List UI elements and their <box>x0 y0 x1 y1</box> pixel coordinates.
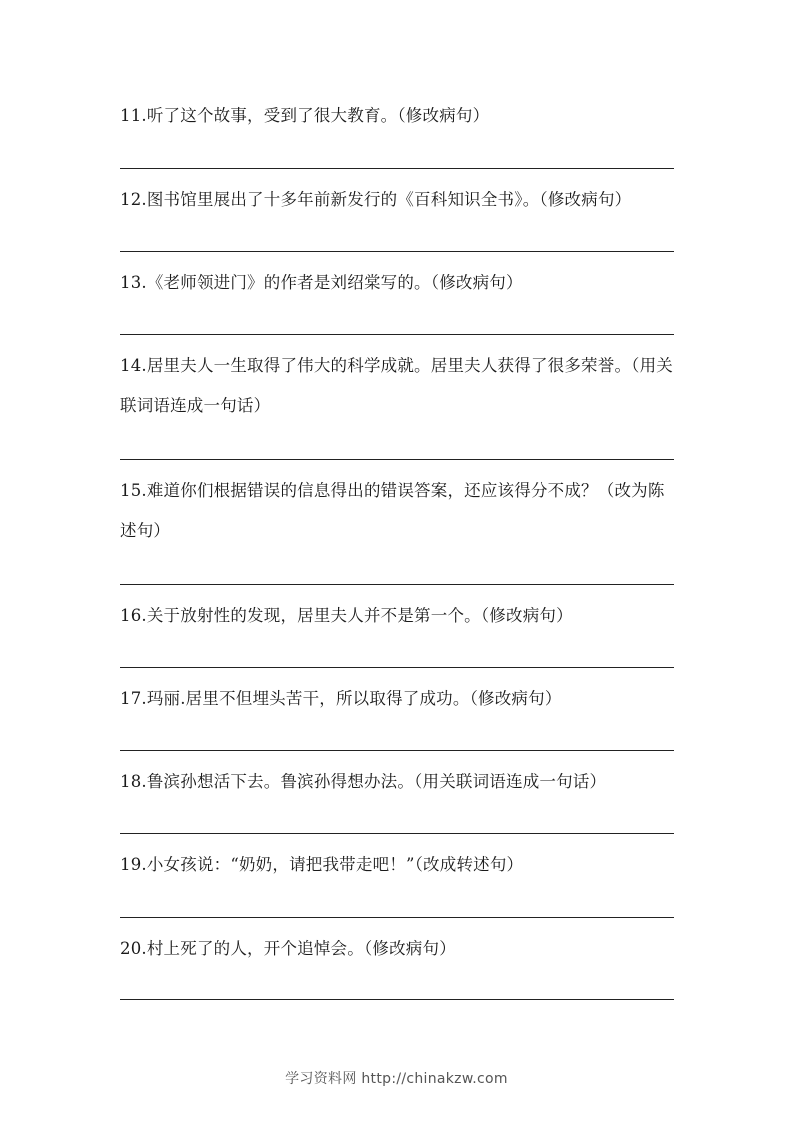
question-13: 13.《老师领进门》的作者是刘绍棠写的。（修改病句） <box>120 273 523 292</box>
answer-line-12 <box>120 251 674 252</box>
answer-line-19 <box>120 917 674 918</box>
question-14: 14.居里夫人一生取得了伟大的科学成就。居里夫人获得了很多荣誉。（用关联词语连成一句话） <box>120 356 673 415</box>
answer-line-18 <box>120 833 674 834</box>
question-16: 16.关于放射性的发现，居里夫人并不是第一个。（修改病句） <box>120 606 573 625</box>
answer-line-16 <box>120 667 674 668</box>
answer-line-11 <box>120 168 674 169</box>
question-18: 18.鲁滨孙想活下去。鲁滨孙得想办法。（用关联词语连成一句话） <box>120 772 607 791</box>
question-17: 17.玛丽.居里不但埋头苦干，所以取得了成功。（修改病句） <box>120 689 562 708</box>
answer-line-17 <box>120 750 674 751</box>
question-19: 19.小女孩说：“奶奶，请把我带走吧！”（改成转述句） <box>120 855 524 874</box>
answer-line-20 <box>120 999 674 1000</box>
footer-watermark: 学习资料网 http://chinakzw.com <box>285 1071 508 1087</box>
answer-line-15 <box>120 584 674 585</box>
question-11: 11.听了这个故事，受到了很大教育。（修改病句） <box>120 106 490 125</box>
answer-line-14 <box>120 459 674 460</box>
question-15: 15.难道你们根据错误的信息得出的错误答案，还应该得分不成？（改为陈述句） <box>120 481 665 540</box>
answer-line-13 <box>120 334 674 335</box>
question-20: 20.村上死了的人，开个追悼会。（修改病句） <box>120 939 456 958</box>
question-12: 12.图书馆里展出了十多年前新发行的《百科知识全书》。（修改病句） <box>120 190 632 209</box>
